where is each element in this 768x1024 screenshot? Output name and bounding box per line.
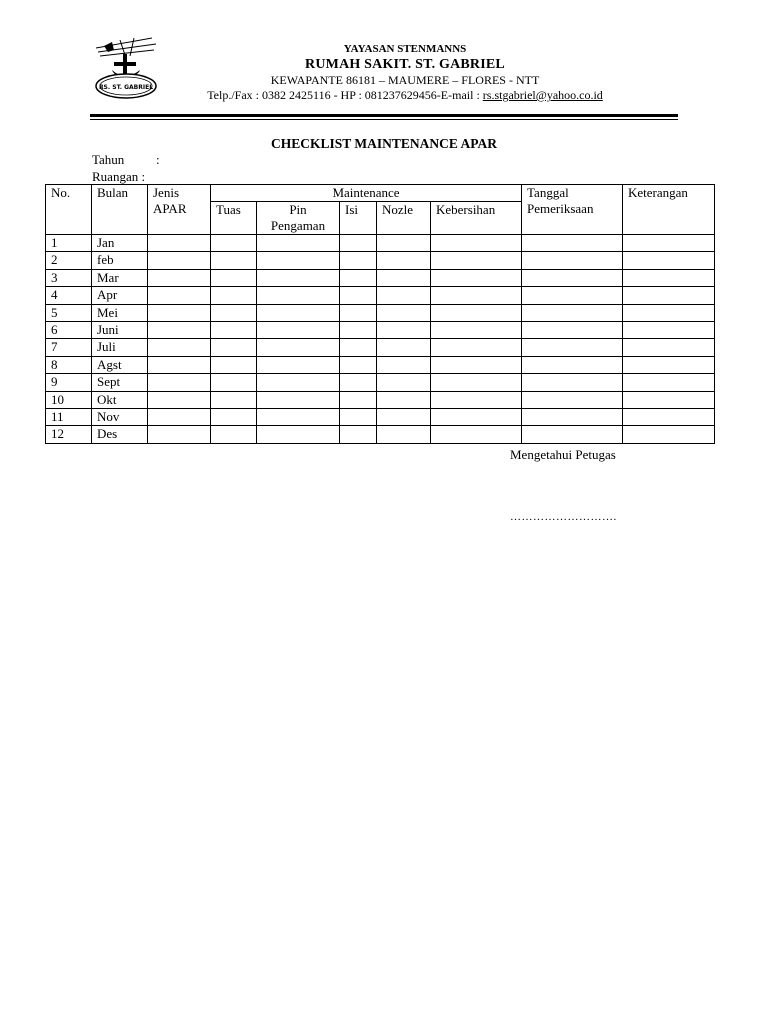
table-row [46,269,715,286]
header-tanggal: Tanggal Pemeriksaan [522,185,623,235]
cell-pin-pengaman[interactable] [257,287,340,304]
year-field [92,152,160,168]
letterhead [170,42,640,103]
table-row [46,391,715,408]
cell-tuas[interactable] [211,304,257,321]
cell-tuas[interactable] [211,391,257,408]
hospital-logo [90,36,162,102]
cell-tuas[interactable] [211,287,257,304]
cell-pin-pengaman[interactable] [257,356,340,373]
year-label: Tahun [92,152,125,167]
table-row [46,287,715,304]
hospital-name: RUMAH SAKIT. ST. GABRIEL [305,57,505,72]
cell-jenis-apar[interactable] [148,304,211,321]
cell-nozle[interactable] [377,426,431,443]
cell-kebersihan[interactable] [431,408,522,425]
header-no: No. [46,185,92,235]
table-row [46,408,715,425]
signature-line[interactable]: ………………………. [510,511,617,523]
document-title: CHECKLIST MAINTENANCE APAR [270,136,498,151]
cell-tuas[interactable] [211,339,257,356]
cell-tuas[interactable] [211,235,257,252]
table-row [46,356,715,373]
cell-isi[interactable] [340,252,377,269]
cell-tanggal[interactable] [522,235,623,252]
cell-jenis-apar[interactable] [148,287,211,304]
cell-jenis-apar[interactable] [148,235,211,252]
header-pin-pengaman: Pin Pengaman [257,202,340,235]
cell-nozle[interactable] [377,391,431,408]
cell-kebersihan[interactable] [431,356,522,373]
year-separator: : [156,152,160,167]
cell-bulan: Agst [92,356,148,373]
cell-no: 2 [46,252,92,269]
cell-keterangan[interactable] [623,339,715,356]
cell-jenis-apar[interactable] [148,252,211,269]
cell-pin-pengaman[interactable] [257,304,340,321]
cell-jenis-apar[interactable] [148,339,211,356]
header-keterangan: Keterangan [623,185,715,235]
signature-label: Mengetahui Petugas [510,447,616,462]
cell-pin-pengaman[interactable] [257,426,340,443]
cell-tuas[interactable] [211,356,257,373]
cell-bulan: Nov [92,408,148,425]
cell-jenis-apar[interactable] [148,391,211,408]
cell-no: 6 [46,321,92,338]
cell-pin-pengaman[interactable] [257,321,340,338]
cell-tuas[interactable] [211,321,257,338]
cell-bulan: feb [92,252,148,269]
cell-nozle[interactable] [377,269,431,286]
header-divider-thick [90,114,678,117]
cell-nozle[interactable] [377,321,431,338]
header-maintenance: Maintenance [211,185,522,202]
cell-nozle[interactable] [377,287,431,304]
logo-text: RS. ST. GABRIEL [98,84,154,91]
table-body [46,235,715,444]
cell-keterangan[interactable] [623,426,715,443]
cell-isi[interactable] [340,235,377,252]
cell-pin-pengaman[interactable] [257,374,340,391]
cell-no: 9 [46,374,92,391]
cell-keterangan[interactable] [623,391,715,408]
cell-isi[interactable] [340,356,377,373]
room-field [92,169,145,185]
cell-no: 12 [46,426,92,443]
contact-phone: Telp./Fax : 0382 2425116 - HP : 081237629456-E-mail : [207,88,483,102]
cell-no: 8 [46,356,92,373]
cell-jenis-apar[interactable] [148,374,211,391]
header-nozle: Nozle [377,202,431,235]
foundation-name: YAYASAN STENMANNS [343,43,467,55]
cell-kebersihan[interactable] [431,321,522,338]
cell-pin-pengaman[interactable] [257,391,340,408]
header-jenis-apar: Jenis APAR [148,185,211,235]
cell-nozle[interactable] [377,339,431,356]
cell-keterangan[interactable] [623,356,715,373]
header-bulan: Bulan [92,185,148,235]
cell-tanggal[interactable] [522,321,623,338]
cell-pin-pengaman[interactable] [257,408,340,425]
cell-tanggal[interactable] [522,356,623,373]
table-row [46,304,715,321]
cell-jenis-apar[interactable] [148,356,211,373]
cell-tanggal[interactable] [522,374,623,391]
cell-tanggal[interactable] [522,391,623,408]
cell-isi[interactable] [340,339,377,356]
cell-no: 1 [46,235,92,252]
cell-pin-pengaman[interactable] [257,252,340,269]
table-row [46,374,715,391]
cell-isi[interactable] [340,269,377,286]
cell-jenis-apar[interactable] [148,269,211,286]
cell-isi[interactable] [340,321,377,338]
table-row [46,235,715,252]
cell-jenis-apar[interactable] [148,321,211,338]
cell-tanggal[interactable] [522,287,623,304]
cell-bulan: Mar [92,269,148,286]
cell-keterangan[interactable] [623,287,715,304]
cell-kebersihan[interactable] [431,304,522,321]
cell-keterangan[interactable] [623,252,715,269]
cell-kebersihan[interactable] [431,426,522,443]
cell-tanggal[interactable] [522,408,623,425]
contact-email[interactable]: rs.stgabriel@yahoo.co.id [482,88,603,102]
cell-isi[interactable] [340,391,377,408]
cell-keterangan[interactable] [623,408,715,425]
cell-no: 10 [46,391,92,408]
header-divider-thin [90,119,678,120]
table-row [46,252,715,269]
cell-kebersihan[interactable] [431,391,522,408]
cell-bulan: Apr [92,287,148,304]
cell-no: 3 [46,269,92,286]
hospital-address: KEWAPANTE 86181 – MAUMERE – FLORES - NTT [270,73,540,87]
cell-isi[interactable] [340,304,377,321]
cell-no: 11 [46,408,92,425]
header-isi: Isi [340,202,377,235]
cell-no: 5 [46,304,92,321]
cell-kebersihan[interactable] [431,374,522,391]
cell-no: 4 [46,287,92,304]
table-row [46,321,715,338]
room-label: Ruangan : [92,169,146,184]
cell-tanggal[interactable] [522,269,623,286]
cell-pin-pengaman[interactable] [257,339,340,356]
cell-keterangan[interactable] [623,269,715,286]
cell-tuas[interactable] [211,408,257,425]
header-kebersihan: Kebersihan [431,202,522,235]
cell-tanggal[interactable] [522,339,623,356]
cell-bulan: Des [92,426,148,443]
cell-keterangan[interactable] [623,235,715,252]
cell-bulan: Jan [92,235,148,252]
cell-isi[interactable] [340,426,377,443]
cell-kebersihan[interactable] [431,269,522,286]
cell-tuas[interactable] [211,374,257,391]
cell-nozle[interactable] [377,408,431,425]
cell-isi[interactable] [340,287,377,304]
cell-tuas[interactable] [211,252,257,269]
cell-keterangan[interactable] [623,374,715,391]
cell-tanggal[interactable] [522,304,623,321]
cell-tuas[interactable] [211,269,257,286]
cell-bulan: Mei [92,304,148,321]
cell-kebersihan[interactable] [431,339,522,356]
cell-isi[interactable] [340,408,377,425]
cell-tanggal[interactable] [522,426,623,443]
table-row [46,426,715,443]
table-row [46,339,715,356]
cell-bulan: Juni [92,321,148,338]
cell-bulan: Okt [92,391,148,408]
cell-kebersihan[interactable] [431,235,522,252]
cell-jenis-apar[interactable] [148,426,211,443]
cell-isi[interactable] [340,374,377,391]
cell-keterangan[interactable] [623,321,715,338]
cell-keterangan[interactable] [623,304,715,321]
cell-bulan: Juli [92,339,148,356]
cell-nozle[interactable] [377,374,431,391]
header-tuas: Tuas [211,202,257,235]
cell-nozle[interactable] [377,356,431,373]
cell-jenis-apar[interactable] [148,408,211,425]
cell-nozle[interactable] [377,304,431,321]
cell-no: 7 [46,339,92,356]
hospital-contact [170,88,640,103]
cell-kebersihan[interactable] [431,252,522,269]
cell-kebersihan[interactable] [431,287,522,304]
cell-nozle[interactable] [377,235,431,252]
cell-pin-pengaman[interactable] [257,235,340,252]
cell-tuas[interactable] [211,426,257,443]
cell-bulan: Sept [92,374,148,391]
maintenance-table [45,184,715,444]
cell-pin-pengaman[interactable] [257,269,340,286]
cell-tanggal[interactable] [522,252,623,269]
cell-nozle[interactable] [377,252,431,269]
